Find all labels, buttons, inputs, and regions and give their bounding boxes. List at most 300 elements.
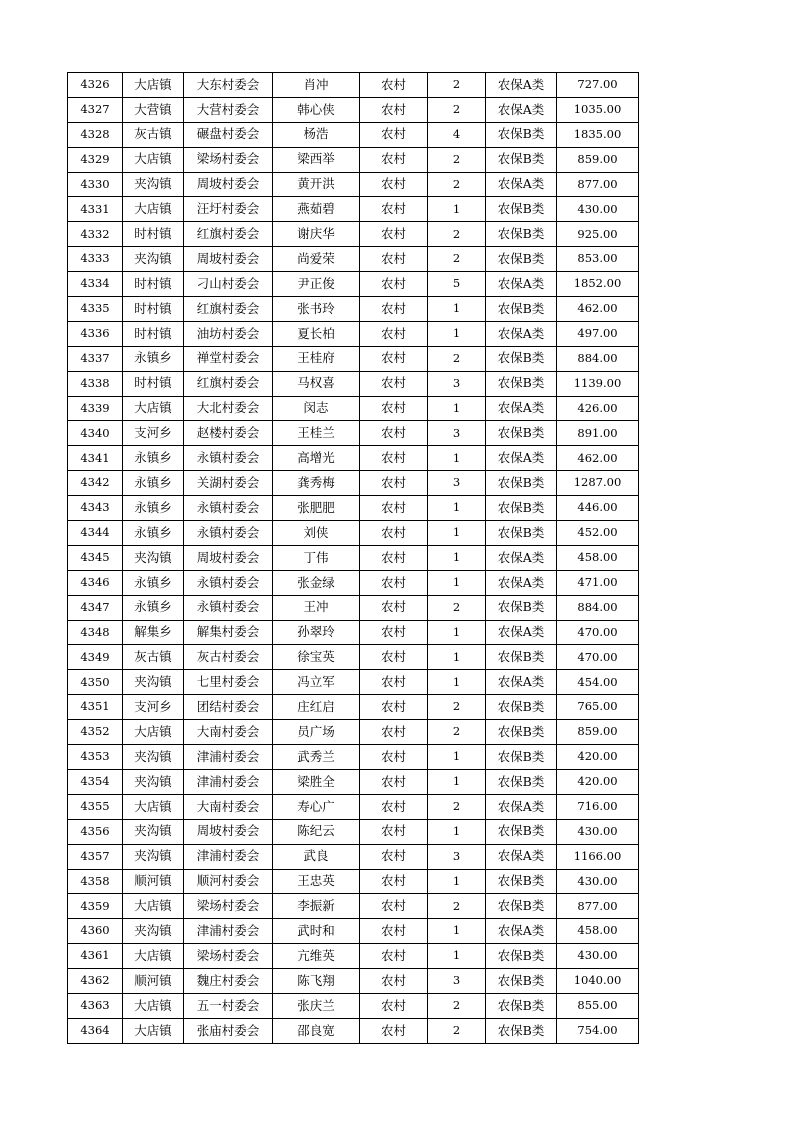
town-cell: 大店镇 [123,993,184,1018]
row-number-cell: 4360 [68,919,123,944]
residence-type-cell: 农村 [360,172,428,197]
person-name-cell: 梁胜全 [273,769,360,794]
residence-type-cell: 农村 [360,919,428,944]
amount-cell: 462.00 [557,297,639,322]
insurance-category-cell: 农保A类 [486,446,557,471]
town-cell: 永镇乡 [123,595,184,620]
person-name-cell: 张肥肥 [273,496,360,521]
person-name-cell: 王桂兰 [273,421,360,446]
residence-type-cell: 农村 [360,197,428,222]
person-name-cell: 肖冲 [273,73,360,98]
insurance-category-cell: 农保A类 [486,844,557,869]
residence-type-cell: 农村 [360,545,428,570]
residence-type-cell: 农村 [360,695,428,720]
household-count-cell: 3 [428,421,486,446]
amount-cell: 471.00 [557,570,639,595]
insurance-category-cell: 农保B类 [486,1018,557,1043]
amount-cell: 1035.00 [557,97,639,122]
person-name-cell: 亢维英 [273,944,360,969]
row-number-cell: 4354 [68,769,123,794]
insurance-category-cell: 农保B类 [486,521,557,546]
residence-type-cell: 农村 [360,396,428,421]
row-number-cell: 4357 [68,844,123,869]
residence-type-cell: 农村 [360,993,428,1018]
residence-type-cell: 农村 [360,894,428,919]
row-number-cell: 4337 [68,346,123,371]
insurance-category-cell: 农保A类 [486,794,557,819]
village-committee-cell: 碾盘村委会 [184,122,273,147]
village-committee-cell: 大营村委会 [184,97,273,122]
person-name-cell: 庄红启 [273,695,360,720]
household-count-cell: 1 [428,396,486,421]
insurance-category-cell: 农保B类 [486,819,557,844]
amount-cell: 430.00 [557,819,639,844]
table-row [68,695,639,720]
household-count-cell: 3 [428,844,486,869]
household-count-cell: 1 [428,496,486,521]
town-cell: 夹沟镇 [123,172,184,197]
household-count-cell: 2 [428,595,486,620]
town-cell: 大店镇 [123,720,184,745]
residence-type-cell: 农村 [360,969,428,994]
row-number-cell: 4352 [68,720,123,745]
row-number-cell: 4328 [68,122,123,147]
amount-cell: 452.00 [557,521,639,546]
amount-cell: 1040.00 [557,969,639,994]
village-committee-cell: 梁场村委会 [184,894,273,919]
insurance-category-cell: 农保B类 [486,969,557,994]
residence-type-cell: 农村 [360,645,428,670]
village-committee-cell: 永镇村委会 [184,595,273,620]
person-name-cell: 燕茹碧 [273,197,360,222]
person-name-cell: 张庆兰 [273,993,360,1018]
insurance-category-cell: 农保B类 [486,122,557,147]
village-committee-cell: 解集村委会 [184,620,273,645]
insurance-category-cell: 农保B类 [486,695,557,720]
row-number-cell: 4333 [68,247,123,272]
household-count-cell: 2 [428,97,486,122]
residence-type-cell: 农村 [360,421,428,446]
village-committee-cell: 赵楼村委会 [184,421,273,446]
town-cell: 顺河镇 [123,969,184,994]
person-name-cell: 杨浩 [273,122,360,147]
row-number-cell: 4334 [68,272,123,297]
person-name-cell: 闵志 [273,396,360,421]
village-committee-cell: 五一村委会 [184,993,273,1018]
household-count-cell: 1 [428,521,486,546]
row-number-cell: 4358 [68,869,123,894]
table-row [68,222,639,247]
table-row [68,346,639,371]
residence-type-cell: 农村 [360,247,428,272]
amount-cell: 765.00 [557,695,639,720]
amount-cell: 497.00 [557,321,639,346]
row-number-cell: 4349 [68,645,123,670]
row-number-cell: 4327 [68,97,123,122]
residence-type-cell: 农村 [360,346,428,371]
residence-type-cell: 农村 [360,819,428,844]
table-row [68,471,639,496]
amount-cell: 420.00 [557,745,639,770]
table-row [68,670,639,695]
town-cell: 夹沟镇 [123,247,184,272]
table-row [68,645,639,670]
village-committee-cell: 红旗村委会 [184,371,273,396]
amount-cell: 454.00 [557,670,639,695]
residence-type-cell: 农村 [360,321,428,346]
amount-cell: 458.00 [557,919,639,944]
insurance-category-cell: 农保B类 [486,346,557,371]
table-row [68,1018,639,1043]
town-cell: 大营镇 [123,97,184,122]
village-committee-cell: 永镇村委会 [184,570,273,595]
row-number-cell: 4335 [68,297,123,322]
town-cell: 大店镇 [123,1018,184,1043]
household-count-cell: 2 [428,222,486,247]
town-cell: 支河乡 [123,695,184,720]
household-count-cell: 1 [428,645,486,670]
table-row [68,122,639,147]
amount-cell: 877.00 [557,894,639,919]
village-committee-cell: 禅堂村委会 [184,346,273,371]
row-number-cell: 4348 [68,620,123,645]
insurance-category-cell: 农保A类 [486,620,557,645]
row-number-cell: 4355 [68,794,123,819]
residence-type-cell: 农村 [360,794,428,819]
insurance-category-cell: 农保B类 [486,944,557,969]
town-cell: 灰古镇 [123,645,184,670]
table-row [68,247,639,272]
amount-cell: 859.00 [557,147,639,172]
table-row [68,446,639,471]
amount-cell: 1166.00 [557,844,639,869]
residence-type-cell: 农村 [360,720,428,745]
insurance-category-cell: 农保B类 [486,471,557,496]
village-committee-cell: 顺河村委会 [184,869,273,894]
household-count-cell: 2 [428,346,486,371]
village-committee-cell: 汪圩村委会 [184,197,273,222]
insurance-category-cell: 农保B类 [486,421,557,446]
person-name-cell: 张书玲 [273,297,360,322]
household-count-cell: 2 [428,73,486,98]
village-committee-cell: 梁场村委会 [184,147,273,172]
records-table [67,72,639,1044]
residence-type-cell: 农村 [360,297,428,322]
village-committee-cell: 永镇村委会 [184,521,273,546]
village-committee-cell: 周坡村委会 [184,819,273,844]
amount-cell: 430.00 [557,197,639,222]
household-count-cell: 1 [428,769,486,794]
insurance-category-cell: 农保B类 [486,371,557,396]
table-row [68,297,639,322]
village-committee-cell: 津浦村委会 [184,919,273,944]
table-row [68,944,639,969]
amount-cell: 891.00 [557,421,639,446]
town-cell: 夹沟镇 [123,745,184,770]
person-name-cell: 武良 [273,844,360,869]
row-number-cell: 4347 [68,595,123,620]
village-committee-cell: 大南村委会 [184,794,273,819]
amount-cell: 855.00 [557,993,639,1018]
village-committee-cell: 魏庄村委会 [184,969,273,994]
village-committee-cell: 大北村委会 [184,396,273,421]
residence-type-cell: 农村 [360,844,428,869]
insurance-category-cell: 农保B类 [486,147,557,172]
household-count-cell: 2 [428,247,486,272]
insurance-category-cell: 农保B类 [486,496,557,521]
household-count-cell: 1 [428,620,486,645]
amount-cell: 877.00 [557,172,639,197]
row-number-cell: 4345 [68,545,123,570]
insurance-category-cell: 农保B类 [486,745,557,770]
residence-type-cell: 农村 [360,446,428,471]
village-committee-cell: 津浦村委会 [184,745,273,770]
row-number-cell: 4344 [68,521,123,546]
town-cell: 大店镇 [123,396,184,421]
household-count-cell: 4 [428,122,486,147]
residence-type-cell: 农村 [360,1018,428,1043]
insurance-category-cell: 农保B类 [486,247,557,272]
person-name-cell: 陈飞翔 [273,969,360,994]
amount-cell: 727.00 [557,73,639,98]
household-count-cell: 2 [428,720,486,745]
household-count-cell: 1 [428,819,486,844]
village-committee-cell: 灰古村委会 [184,645,273,670]
residence-type-cell: 农村 [360,73,428,98]
table-row [68,969,639,994]
amount-cell: 853.00 [557,247,639,272]
insurance-category-cell: 农保A类 [486,272,557,297]
residence-type-cell: 农村 [360,570,428,595]
residence-type-cell: 农村 [360,122,428,147]
row-number-cell: 4361 [68,944,123,969]
amount-cell: 462.00 [557,446,639,471]
table-row [68,720,639,745]
town-cell: 时村镇 [123,222,184,247]
town-cell: 夹沟镇 [123,844,184,869]
village-committee-cell: 油坊村委会 [184,321,273,346]
insurance-category-cell: 农保B类 [486,869,557,894]
insurance-category-cell: 农保A类 [486,321,557,346]
insurance-category-cell: 农保B类 [486,222,557,247]
person-name-cell: 刘侠 [273,521,360,546]
row-number-cell: 4359 [68,894,123,919]
table-row [68,894,639,919]
village-committee-cell: 大东村委会 [184,73,273,98]
amount-cell: 446.00 [557,496,639,521]
household-count-cell: 3 [428,371,486,396]
amount-cell: 1852.00 [557,272,639,297]
village-committee-cell: 红旗村委会 [184,222,273,247]
insurance-category-cell: 农保B类 [486,197,557,222]
insurance-category-cell: 农保B类 [486,297,557,322]
table-row [68,745,639,770]
row-number-cell: 4342 [68,471,123,496]
insurance-category-cell: 农保B类 [486,769,557,794]
person-name-cell: 冯立军 [273,670,360,695]
row-number-cell: 4331 [68,197,123,222]
row-number-cell: 4364 [68,1018,123,1043]
household-count-cell: 1 [428,297,486,322]
household-count-cell: 1 [428,321,486,346]
household-count-cell: 1 [428,869,486,894]
amount-cell: 925.00 [557,222,639,247]
town-cell: 夹沟镇 [123,670,184,695]
insurance-category-cell: 农保A类 [486,570,557,595]
household-count-cell: 2 [428,894,486,919]
insurance-category-cell: 农保A类 [486,97,557,122]
insurance-category-cell: 农保A类 [486,919,557,944]
person-name-cell: 徐宝英 [273,645,360,670]
insurance-category-cell: 农保A类 [486,396,557,421]
village-committee-cell: 关湖村委会 [184,471,273,496]
row-number-cell: 4329 [68,147,123,172]
person-name-cell: 李振新 [273,894,360,919]
residence-type-cell: 农村 [360,521,428,546]
household-count-cell: 3 [428,471,486,496]
person-name-cell: 陈纪云 [273,819,360,844]
row-number-cell: 4351 [68,695,123,720]
person-name-cell: 张金绿 [273,570,360,595]
town-cell: 时村镇 [123,297,184,322]
village-committee-cell: 津浦村委会 [184,769,273,794]
household-count-cell: 1 [428,919,486,944]
residence-type-cell: 农村 [360,595,428,620]
residence-type-cell: 农村 [360,147,428,172]
village-committee-cell: 大南村委会 [184,720,273,745]
person-name-cell: 邵良宽 [273,1018,360,1043]
town-cell: 永镇乡 [123,446,184,471]
person-name-cell: 梁西举 [273,147,360,172]
row-number-cell: 4346 [68,570,123,595]
residence-type-cell: 农村 [360,272,428,297]
town-cell: 大店镇 [123,147,184,172]
town-cell: 灰古镇 [123,122,184,147]
residence-type-cell: 农村 [360,745,428,770]
town-cell: 夹沟镇 [123,545,184,570]
table-row [68,819,639,844]
person-name-cell: 尹正俊 [273,272,360,297]
row-number-cell: 4350 [68,670,123,695]
town-cell: 大店镇 [123,794,184,819]
row-number-cell: 4353 [68,745,123,770]
person-name-cell: 尚爱荣 [273,247,360,272]
table-row [68,97,639,122]
household-count-cell: 1 [428,670,486,695]
insurance-category-cell: 农保B类 [486,894,557,919]
person-name-cell: 武时和 [273,919,360,944]
person-name-cell: 丁伟 [273,545,360,570]
table-body [68,73,639,1044]
person-name-cell: 武秀兰 [273,745,360,770]
table-row [68,197,639,222]
town-cell: 时村镇 [123,371,184,396]
town-cell: 时村镇 [123,321,184,346]
town-cell: 永镇乡 [123,496,184,521]
village-committee-cell: 周坡村委会 [184,545,273,570]
amount-cell: 1139.00 [557,371,639,396]
household-count-cell: 2 [428,794,486,819]
table-row [68,396,639,421]
village-committee-cell: 永镇村委会 [184,496,273,521]
residence-type-cell: 农村 [360,944,428,969]
household-count-cell: 2 [428,147,486,172]
table-row [68,620,639,645]
amount-cell: 884.00 [557,346,639,371]
row-number-cell: 4338 [68,371,123,396]
person-name-cell: 韩心侠 [273,97,360,122]
village-committee-cell: 刁山村委会 [184,272,273,297]
residence-type-cell: 农村 [360,471,428,496]
household-count-cell: 5 [428,272,486,297]
person-name-cell: 高增光 [273,446,360,471]
town-cell: 夹沟镇 [123,819,184,844]
household-count-cell: 1 [428,944,486,969]
town-cell: 永镇乡 [123,521,184,546]
insurance-category-cell: 农保A类 [486,73,557,98]
amount-cell: 420.00 [557,769,639,794]
person-name-cell: 员广场 [273,720,360,745]
town-cell: 永镇乡 [123,570,184,595]
row-number-cell: 4341 [68,446,123,471]
table-row [68,421,639,446]
amount-cell: 430.00 [557,869,639,894]
person-name-cell: 寿心广 [273,794,360,819]
residence-type-cell: 农村 [360,97,428,122]
person-name-cell: 马权喜 [273,371,360,396]
amount-cell: 1287.00 [557,471,639,496]
residence-type-cell: 农村 [360,496,428,521]
table-row [68,545,639,570]
person-name-cell: 黄开洪 [273,172,360,197]
village-committee-cell: 周坡村委会 [184,247,273,272]
table-row [68,147,639,172]
person-name-cell: 谢庆华 [273,222,360,247]
person-name-cell: 孙翠玲 [273,620,360,645]
row-number-cell: 4332 [68,222,123,247]
town-cell: 时村镇 [123,272,184,297]
table-row [68,272,639,297]
table-row [68,919,639,944]
town-cell: 大店镇 [123,894,184,919]
town-cell: 永镇乡 [123,471,184,496]
person-name-cell: 夏长柏 [273,321,360,346]
town-cell: 大店镇 [123,944,184,969]
table-row [68,869,639,894]
household-count-cell: 2 [428,993,486,1018]
table-row [68,993,639,1018]
person-name-cell: 王冲 [273,595,360,620]
row-number-cell: 4343 [68,496,123,521]
household-count-cell: 1 [428,545,486,570]
household-count-cell: 3 [428,969,486,994]
village-committee-cell: 团结村委会 [184,695,273,720]
village-committee-cell: 张庙村委会 [184,1018,273,1043]
village-committee-cell: 梁场村委会 [184,944,273,969]
village-committee-cell: 周坡村委会 [184,172,273,197]
row-number-cell: 4339 [68,396,123,421]
town-cell: 顺河镇 [123,869,184,894]
row-number-cell: 4326 [68,73,123,98]
residence-type-cell: 农村 [360,670,428,695]
table-row [68,769,639,794]
town-cell: 支河乡 [123,421,184,446]
village-committee-cell: 津浦村委会 [184,844,273,869]
amount-cell: 754.00 [557,1018,639,1043]
amount-cell: 430.00 [557,944,639,969]
insurance-category-cell: 农保B类 [486,645,557,670]
residence-type-cell: 农村 [360,222,428,247]
